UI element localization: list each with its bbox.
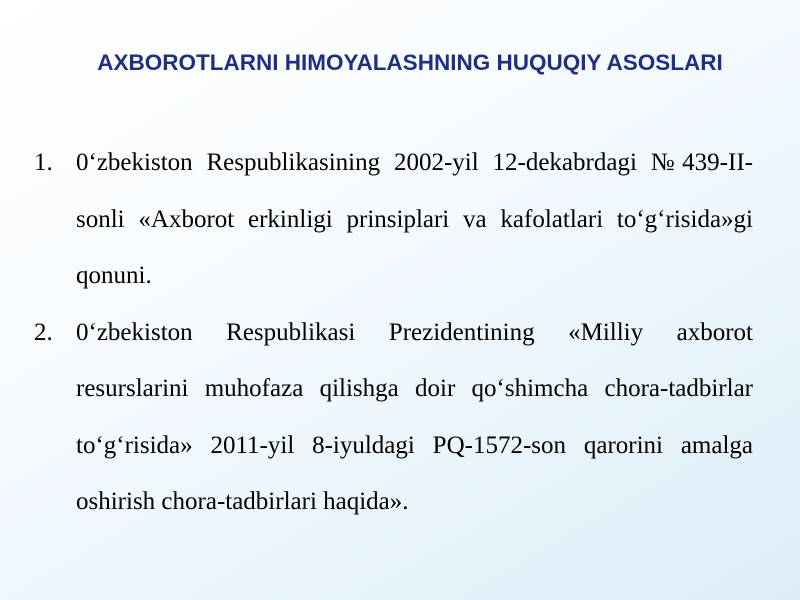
slide-title: AXBOROTLARNI HIMOYALASHNING HUQUQIY ASOSLARI xyxy=(97,50,723,75)
list-item-number: 1. xyxy=(34,149,53,176)
list-item-number: 2. xyxy=(34,318,53,346)
list-item-text: 0‘zbekiston Respublikasi Prezidentining «Milliy axborot resurslarini muhofaza qilishga doir qo‘shimcha chora-tadbirlar to‘g‘risida» 2011-yil 8-iyuldagi PQ-1572-son qarorini amalga oshirish chora-tadbirlari haqida». xyxy=(76,318,753,515)
list-item xyxy=(0,305,800,531)
legal-basis-list xyxy=(0,135,800,531)
list-item-text: 0‘zbekiston Respublikasining 2002-yil 12-dekabrdagi №439-II-sonli «Axborot erkinligi prinsiplari va kafolatlari to‘g‘risida»gi qonuni. xyxy=(76,149,753,289)
list-item xyxy=(0,135,800,305)
